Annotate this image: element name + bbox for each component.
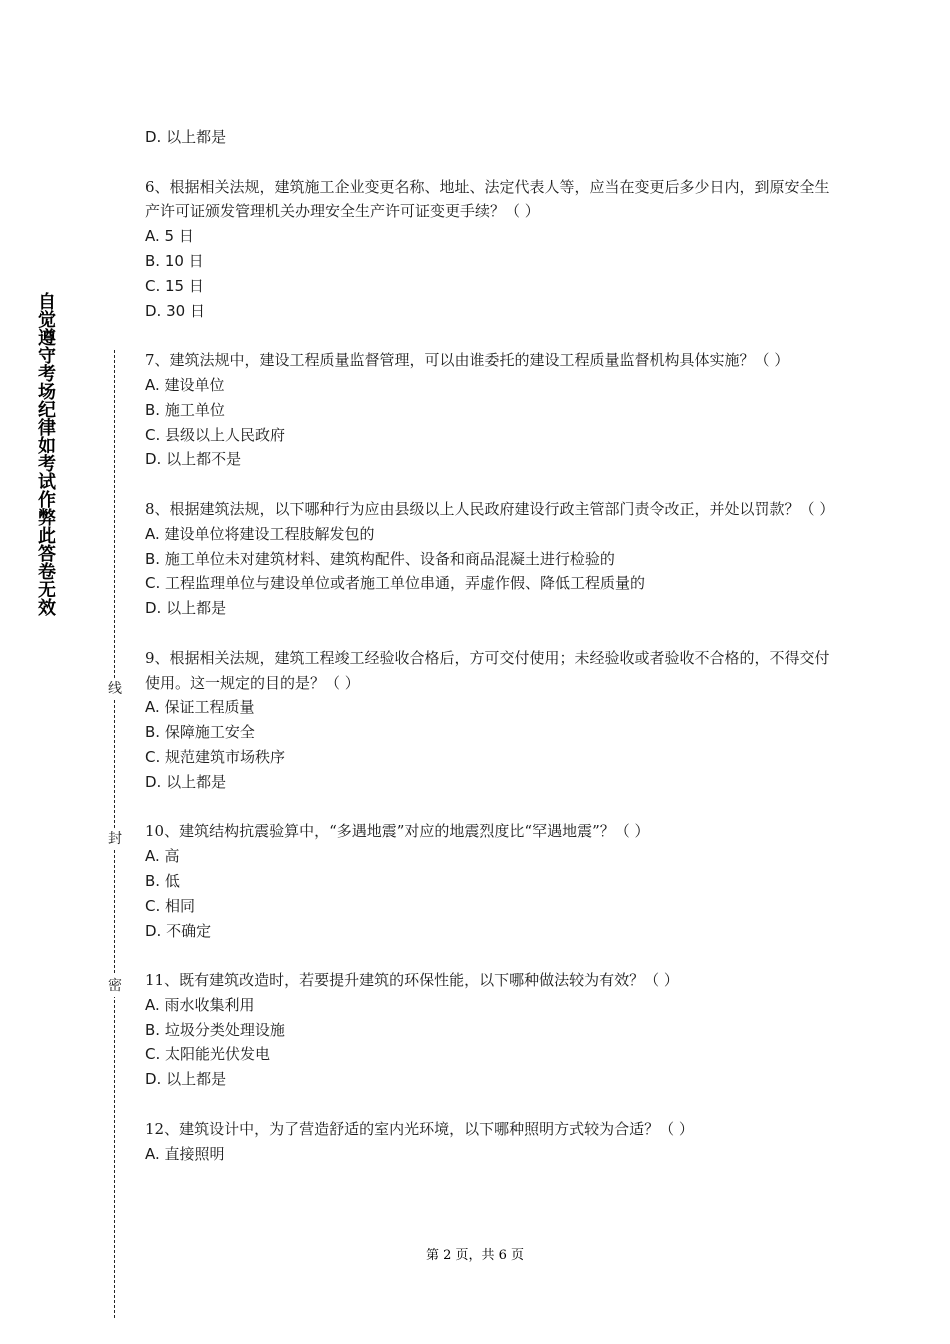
option-line: C. 相同 [145,896,196,915]
option-line: B. 保障施工安全 [145,723,255,742]
option-line: A. 直接照明 [145,1144,225,1163]
question-block [145,646,835,795]
option-line: B. 垃圾分类处理设施 [145,1020,285,1039]
option-line: C. 工程监理单位与建设单位或者施工单位串通，弄虚作假、降低工程质量的 [145,574,646,593]
question-block [145,175,835,324]
question-block [145,348,835,472]
option-line: C. 规范建筑市场秩序 [145,747,286,766]
question-5-tail [145,125,835,150]
binding-label-secret: 密 [106,975,124,997]
option-line: D. 30 日 [145,301,205,320]
question-block [145,819,835,943]
option-line: D. 以上都是 [145,1070,227,1089]
option-line: C. 15 日 [145,276,204,295]
option-line: A. 建设单位将建设工程肢解发包的 [145,524,375,543]
question-text: 9、根据相关法规，建筑工程竣工经验收合格后，方可交付使用；未经验收或者验收不合格的，不得交付使用。这一规定的目的是？（ ） [145,648,830,692]
question-text: 10、建筑结构抗震验算中，“多遇地震”对应的地震烈度比“罕遇地震”？（ ） [145,822,650,841]
question-text: 12、建筑设计中，为了营造舒适的室内光环境，以下哪种照明方式较为合适？（ ） [145,1119,694,1138]
question-block [145,1117,835,1167]
option-line: B. 施工单位 [145,400,225,419]
binding-label-line: 线 [106,678,124,700]
question-text: 8、根据建筑法规，以下哪种行为应由县级以上人民政府建设行政主管部门责令改正，并处以罚款？（ ） [145,499,835,518]
option-line: B. 10 日 [145,251,204,270]
question-block [145,968,835,1092]
binding-label-seal: 封 [106,828,124,850]
option-line: B. 施工单位未对建筑材料、建筑构配件、设备和商品混凝土进行检验的 [145,549,615,568]
option-line: A. 高 [145,847,180,866]
option-line: B. 低 [145,871,180,890]
option-line: C. 县级以上人民政府 [145,425,286,444]
option-line: D. 以上都是 [145,128,227,146]
option-line: A. 建设单位 [145,375,225,394]
option-line: C. 太阳能光伏发电 [145,1045,271,1064]
question-text: 6、根据相关法规，建筑施工企业变更名称、地址、法定代表人等，应当在变更后多少日内，到原安全生产许可证颁发管理机关办理安全生产许可证变更手续？（ ） [145,177,830,221]
option-line: D. 以上都不是 [145,450,242,469]
page-footer: 第 2 页，共 6 页 [425,1248,525,1263]
option-line: A. 5 日 [145,227,194,246]
option-line: A. 雨水收集利用 [145,995,255,1014]
question-list [145,125,835,1191]
option-line: D. 以上都是 [145,599,227,618]
option-line: D. 以上都是 [145,772,227,791]
exam-discipline-warning: 自觉遵守考场纪律如考试作弊此答卷无效 [35,292,56,616]
question-block [145,497,835,621]
question-text: 7、建筑法规中，建设工程质量监督管理，可以由谁委托的建设工程质量监督机构具体实施？（ ） [145,351,790,370]
option-line: D. 不确定 [145,921,212,940]
option-line: A. 保证工程质量 [145,698,255,717]
question-text: 11、既有建筑改造时，若要提升建筑的环保性能，以下哪种做法较为有效？（ ） [145,971,679,990]
